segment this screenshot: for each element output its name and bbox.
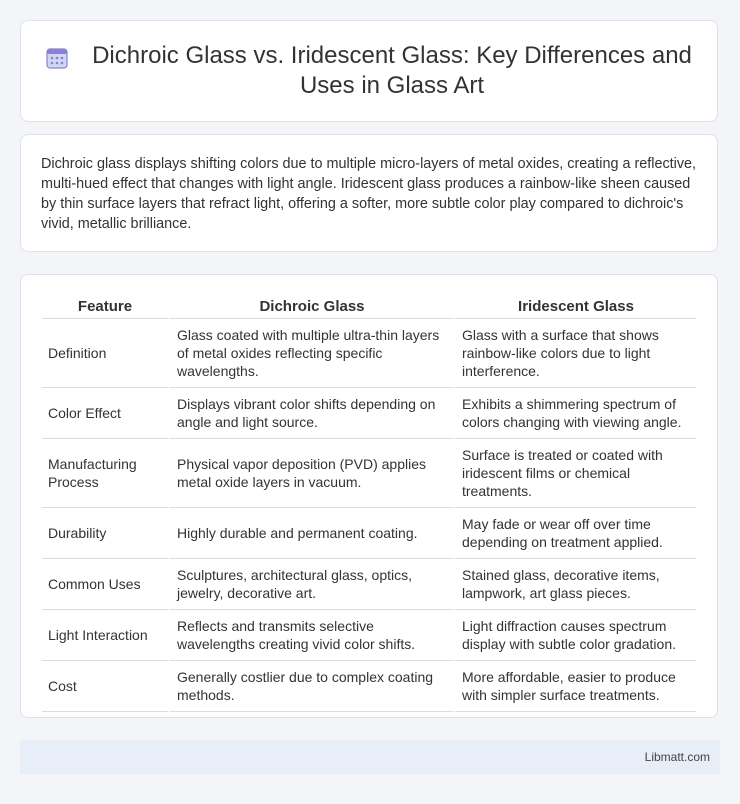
table-row	[42, 661, 696, 712]
footer-brand: Libmatt.com	[644, 750, 710, 764]
row-dichroic: Highly durable and permanent coating.	[168, 508, 453, 559]
table-row	[42, 559, 696, 610]
row-dichroic: Sculptures, architectural glass, optics, jewelry, decorative art.	[168, 559, 453, 610]
row-iridescent: Stained glass, decorative items, lampwork, art glass pieces.	[453, 559, 696, 610]
row-dichroic: Glass coated with multiple ultra-thin layers of metal oxides reflecting specific wavelengths.	[168, 319, 453, 388]
row-iridescent: More affordable, easier to produce with simpler surface treatments.	[453, 661, 696, 712]
footer	[20, 740, 720, 774]
comparison-card	[20, 274, 718, 718]
row-iridescent: Light diffraction causes spectrum display with subtle color gradation.	[453, 610, 696, 661]
table-row	[42, 439, 696, 508]
row-feature: Common Uses	[42, 559, 168, 610]
header-dichroic: Dichroic Glass	[168, 295, 453, 319]
title-wrap	[45, 41, 693, 101]
row-feature: Cost	[42, 661, 168, 712]
row-iridescent: Exhibits a shimmering spectrum of colors changing with viewing angle.	[453, 388, 696, 439]
row-iridescent: May fade or wear off over time depending on treatment applied.	[453, 508, 696, 559]
calendar-icon	[45, 46, 69, 70]
row-dichroic: Physical vapor deposition (PVD) applies metal oxide layers in vacuum.	[168, 439, 453, 508]
table-row	[42, 610, 696, 661]
intro-paragraph: Dichroic glass displays shifting colors due to multiple micro-layers of metal oxides, creating a reflective, multi-hued effect that changes with light angle. Iridescent glass produces a rainbow-like sheen caused by thin surface layers that refract light, offering a softer, more subtle color play compared to dichroic's vivid, metallic brilliance.	[41, 156, 697, 232]
header-iridescent: Iridescent Glass	[453, 295, 696, 319]
intro-card	[20, 134, 718, 252]
table-header-row	[42, 295, 696, 319]
title-card	[20, 20, 718, 122]
row-feature: Definition	[42, 319, 168, 388]
table-row	[42, 508, 696, 559]
table-row	[42, 319, 696, 388]
comparison-table	[42, 295, 696, 712]
page-title: Dichroic Glass vs. Iridescent Glass: Key Differences and Uses in Glass Art	[92, 42, 692, 99]
row-dichroic: Reflects and transmits selective wavelengths creating vivid color shifts.	[168, 610, 453, 661]
row-feature: Durability	[42, 508, 168, 559]
row-dichroic: Generally costlier due to complex coating methods.	[168, 661, 453, 712]
table-row	[42, 388, 696, 439]
row-dichroic: Displays vibrant color shifts depending on angle and light source.	[168, 388, 453, 439]
row-feature: Color Effect	[42, 388, 168, 439]
row-feature: Manufacturing Process	[42, 439, 168, 508]
row-iridescent: Surface is treated or coated with iridescent films or chemical treatments.	[453, 439, 696, 508]
header-feature: Feature	[42, 295, 168, 319]
row-iridescent: Glass with a surface that shows rainbow-like colors due to light interference.	[453, 319, 696, 388]
row-feature: Light Interaction	[42, 610, 168, 661]
